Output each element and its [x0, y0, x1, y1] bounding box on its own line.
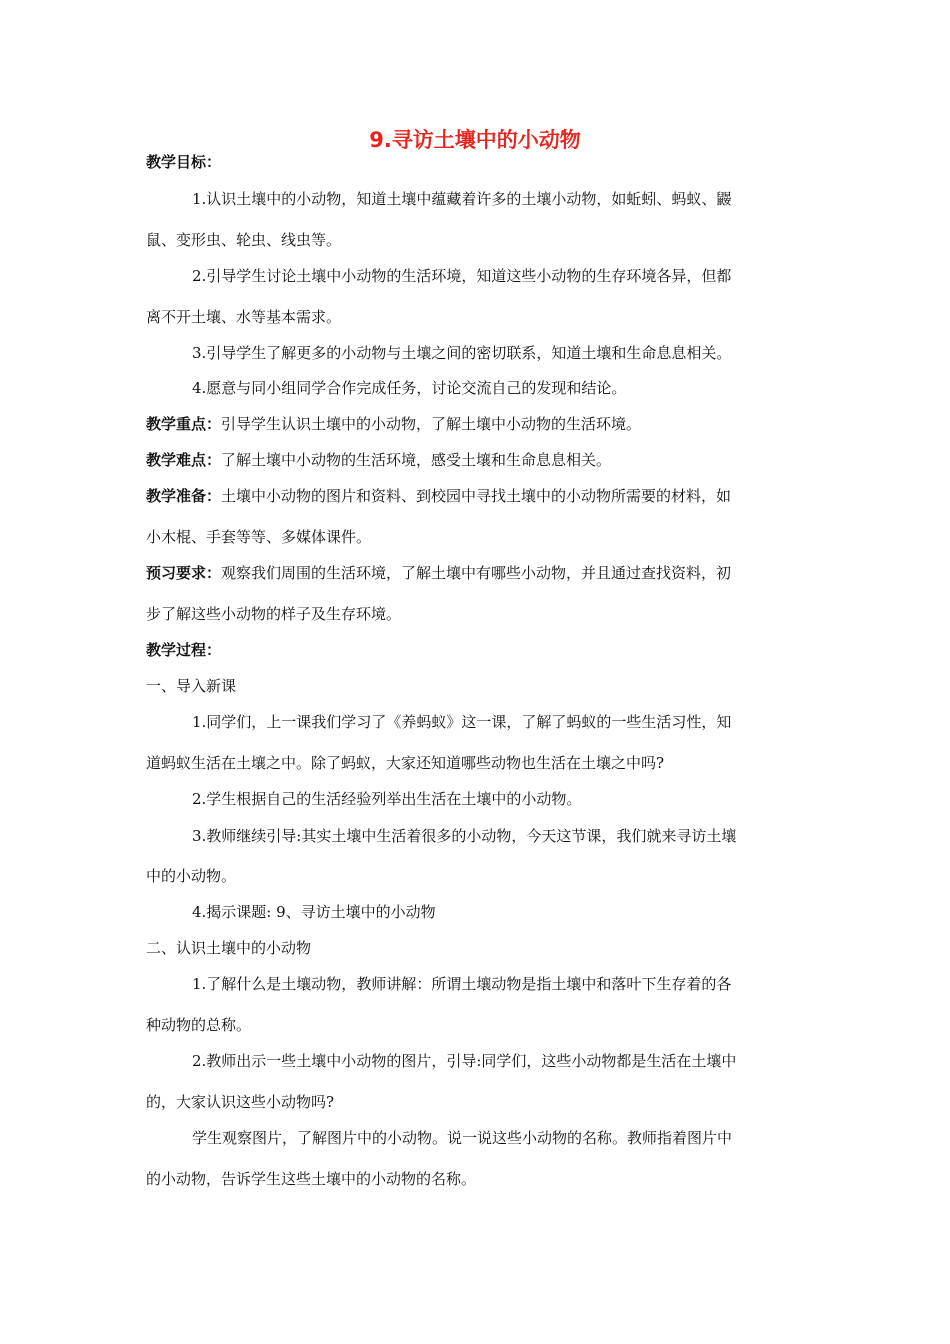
difficulties-text: 了解土壤中小动物的生活环境，感受土壤和生命息息相关。: [221, 451, 612, 469]
section-1-item-3-line-1: 3.教师继续引导:其实土壤中生活着很多的小动物，今天这节课，我们就来寻访土壤: [192, 827, 737, 845]
section-2-item-3-line-2: 的小动物，告诉学生这些土壤中的小动物的名称。: [146, 1170, 477, 1188]
document-title: 9.寻访土壤中的小动物: [369, 128, 581, 152]
section-1-item-2: 2.学生根据自己的生活经验列举出生活在土壤中的小动物。: [192, 790, 582, 808]
goal-2-line-2: 离不开土壤、水等基本需求。: [146, 308, 342, 326]
key-points: [146, 414, 806, 434]
preparation-line-2: 小木棍、手套等等、多媒体课件。: [146, 528, 372, 546]
section-2-item-2-line-1: 2.教师出示一些土壤中小动物的图片，引导:同学们，这些小动物都是生活在土壤中: [192, 1052, 737, 1070]
preparation-label: 教学准备：: [146, 487, 222, 505]
section-1-item-4: 4.揭示课题: 9、寻访土壤中的小动物: [192, 903, 436, 921]
goal-1-line-1: 1.认识土壤中的小动物，知道土壤中蕴藏着许多的土壤小动物，如蚯蚓、蚂蚁、鼹: [192, 190, 732, 208]
preview-line-2: 步了解这些小动物的样子及生存环境。: [146, 605, 402, 623]
goal-4: 4.愿意与同小组同学合作完成任务，讨论交流自己的发现和结论。: [192, 379, 627, 397]
preparation-text: 土壤中小动物的图片和资料、到校园中寻找土壤中的小动物所需要的材料，如: [221, 487, 732, 505]
preparation: [146, 486, 806, 506]
section-2-item-1-line-2: 种动物的总称。: [146, 1016, 252, 1034]
section-2-item-1-line-1: 1.了解什么是土壤动物，教师讲解：所谓土壤动物是指土壤中和落叶下生存着的各: [192, 975, 732, 993]
process-heading: 教学过程：: [146, 641, 222, 659]
section-1-item-3-line-2: 中的小动物。: [146, 867, 237, 885]
section-1-item-1-line-1: 1.同学们，上一课我们学习了《养蚂蚁》这一课，了解了蚂蚁的一些生活习性，知: [192, 713, 732, 731]
section-1-heading: 一、导入新课: [146, 677, 237, 695]
section-2-item-3-line-1: 学生观察图片，了解图片中的小动物。说一说这些小动物的名称。教师指着图片中: [192, 1129, 733, 1147]
preview: [146, 563, 806, 583]
difficulties: [146, 450, 806, 470]
key-points-text: 引导学生认识土壤中的小动物，了解土壤中小动物的生活环境。: [221, 415, 642, 433]
section-2-heading: 二、认识土壤中的小动物: [146, 939, 312, 957]
difficulties-label: 教学难点：: [146, 451, 222, 469]
goal-3: 3.引导学生了解更多的小动物与土壤之间的密切联系，知道土壤和生命息息相关。: [192, 344, 732, 362]
preview-text: 观察我们周围的生活环境，了解土壤中有哪些小动物，并且通过查找资料，初: [221, 564, 732, 582]
goal-1-line-2: 鼠、变形虫、轮虫、线虫等。: [146, 231, 342, 249]
section-1-item-1-line-2: 道蚂蚁生活在土壤之中。除了蚂蚁，大家还知道哪些动物也生活在土壤之中吗?: [146, 754, 665, 772]
key-points-label: 教学重点：: [146, 415, 222, 433]
goals-heading: 教学目标：: [146, 153, 222, 171]
goal-2-line-1: 2.引导学生讨论土壤中小动物的生活环境，知道这些小动物的生存环境各异，但都: [192, 267, 732, 285]
section-2-item-2-line-2: 的，大家认识这些小动物吗?: [146, 1093, 335, 1111]
preview-label: 预习要求：: [146, 564, 222, 582]
